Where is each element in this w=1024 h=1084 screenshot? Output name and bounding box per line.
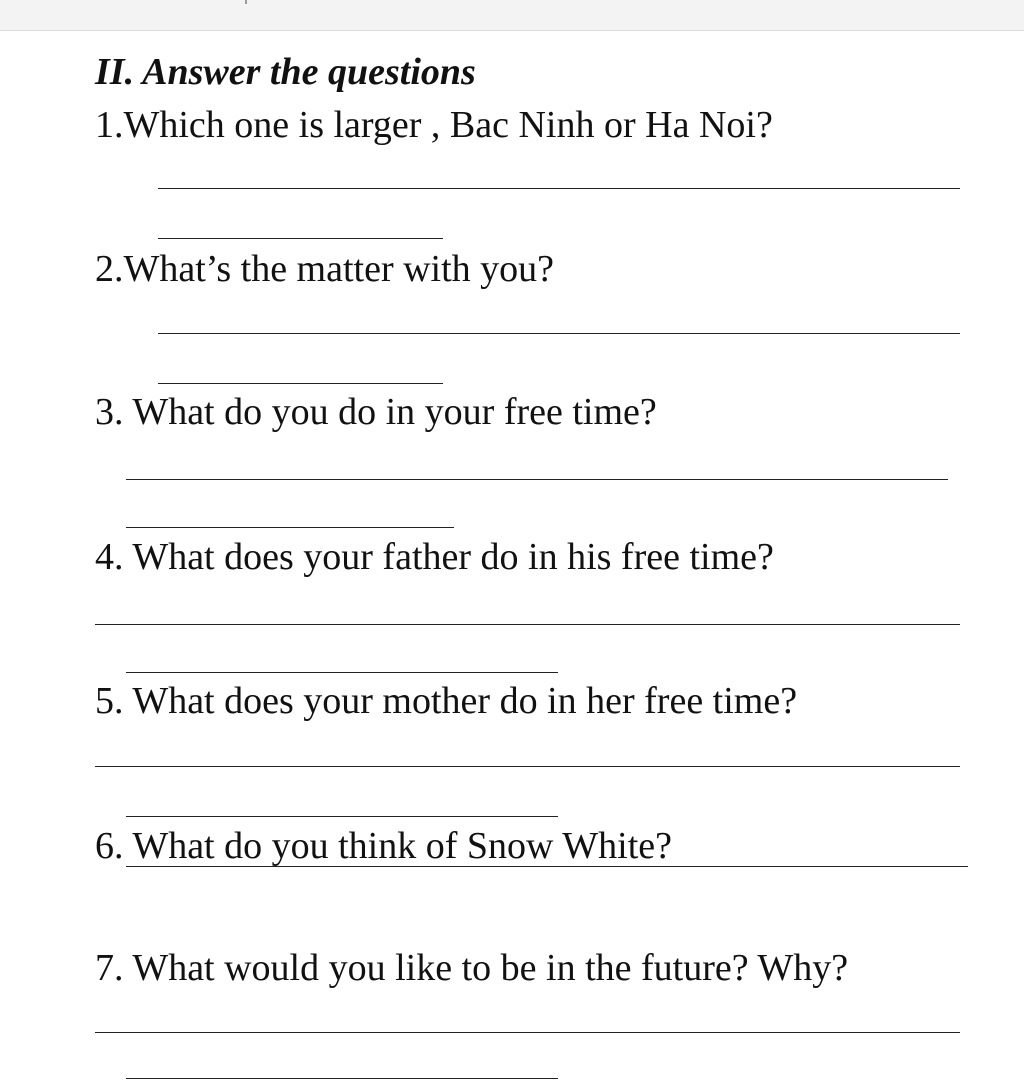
question-4-number: 4. [95, 536, 124, 578]
question-6 [95, 827, 672, 865]
answer-line-3b[interactable] [126, 527, 454, 528]
question-2-number: 2. [95, 248, 124, 290]
question-4 [95, 538, 774, 576]
answer-line-5b[interactable] [126, 816, 558, 817]
answer-line-1b[interactable] [158, 238, 443, 239]
question-2-text: What’s the matter with you? [123, 248, 555, 290]
section-heading: II. Answer the questions [95, 51, 476, 93]
question-6-number: 6. [95, 825, 124, 867]
answer-line-2b[interactable] [158, 383, 443, 384]
question-3-number: 3. [95, 391, 124, 433]
question-6-text: What do you think of Snow White? [132, 825, 672, 867]
question-5-text: What does your mother do in her free time? [132, 680, 798, 722]
question-2 [95, 250, 554, 288]
question-4-text: What does your father do in his free time? [132, 536, 774, 578]
answer-line-4a[interactable] [95, 624, 960, 625]
question-7 [95, 949, 848, 987]
answer-line-7b[interactable] [126, 1078, 558, 1079]
answer-line-3a[interactable] [126, 479, 948, 480]
answer-line-7a[interactable] [95, 1032, 960, 1033]
question-3-text: What do you do in your free time? [132, 391, 657, 433]
top-toolbar-band [0, 0, 1024, 31]
question-1 [95, 106, 773, 144]
question-5 [95, 682, 797, 720]
question-3 [95, 393, 657, 431]
answer-line-4b[interactable] [126, 672, 558, 673]
toolbar-tick-mark [245, 0, 247, 4]
question-5-number: 5. [95, 680, 124, 722]
answer-line-5a[interactable] [95, 766, 960, 767]
answer-line-2a[interactable] [158, 333, 960, 334]
answer-line-1a[interactable] [158, 188, 960, 189]
question-7-number: 7. [95, 947, 124, 989]
question-1-text: Which one is larger , Bac Ninh or Ha Noi? [123, 104, 773, 146]
question-1-number: 1. [95, 104, 124, 146]
question-7-text: What would you like to be in the future? Why? [132, 947, 849, 989]
answer-line-6[interactable] [126, 866, 968, 867]
